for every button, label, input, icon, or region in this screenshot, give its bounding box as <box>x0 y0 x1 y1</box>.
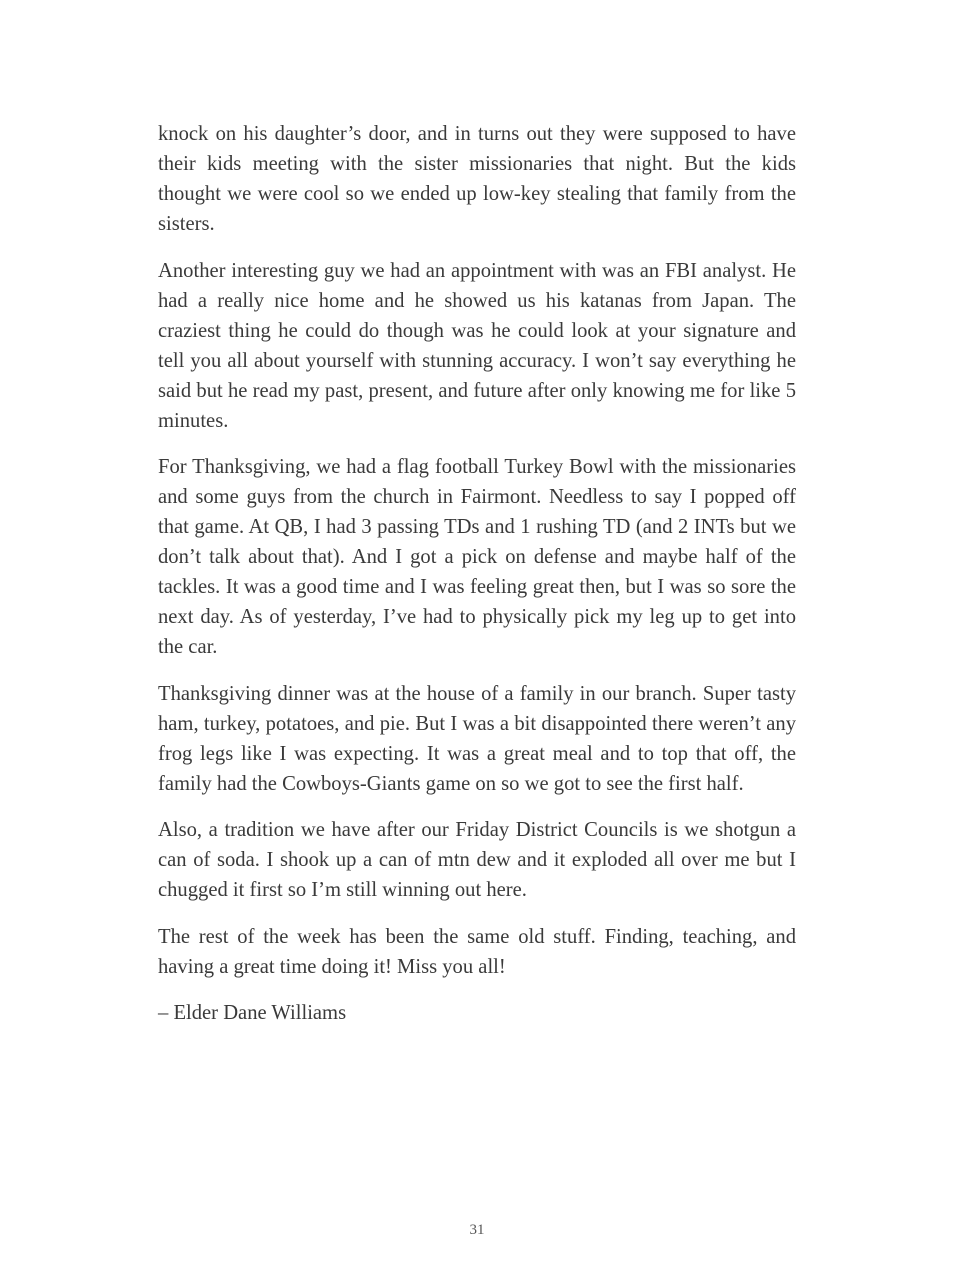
paragraph-fbi-analyst: Another interesting guy we had an appointment with was an FBI analyst. He had a really nice home and he showed us his katanas from Japan. The craziest thing he could do though was he could look at your signature and tell you all about yourself with stunning accuracy. I won’t say everything he said but he read my past, present, and future after only knowing me for like 5 minutes. <box>158 259 796 432</box>
body-text <box>158 119 796 1045</box>
signature: – Elder Dane Williams <box>158 1002 347 1024</box>
page-number: 31 <box>469 1222 485 1238</box>
paragraph-thanksgiving-dinner: Thanksgiving dinner was at the house of a family in our branch. Super tasty ham, turkey, potatoes, and pie. But I was a bit disappointed there weren’t any frog legs like I was expecting. It was a great meal and to top that off, the family had the Cowboys-Giants game on so we got to see the first half. <box>158 682 796 795</box>
paragraph-rest-of-week: The rest of the week has been the same old stuff. Finding, teaching, and having a great time doing it! Miss you all! <box>158 925 796 978</box>
paragraph-district-council-tradition: Also, a tradition we have after our Friday District Councils is we shotgun a can of soda. I shook up a can of mtn dew and it exploded all over me but I chugged it first so I’m still winning out here. <box>158 819 796 901</box>
paragraph-daughters-door: knock on his daughter’s door, and in turns out they were supposed to have their kids meeting with the sister missionaries that night. But the kids thought we were cool so we ended up low-key stealing that family from the sisters. <box>158 123 796 235</box>
paragraph-turkey-bowl: For Thanksgiving, we had a flag football Turkey Bowl with the missionaries and some guys from the church in Fairmont. Needless to say I popped off that game. At QB, I had 3 passing TDs and 1 rushing TD (and 2 INTs but we don’t talk about that). And I got a pick on defense and maybe half of the tackles. It was a good time and I was feeling great then, but I was so sore the next day. As of yesterday, I’ve had to physically pick my leg up to get into the car. <box>158 456 796 658</box>
